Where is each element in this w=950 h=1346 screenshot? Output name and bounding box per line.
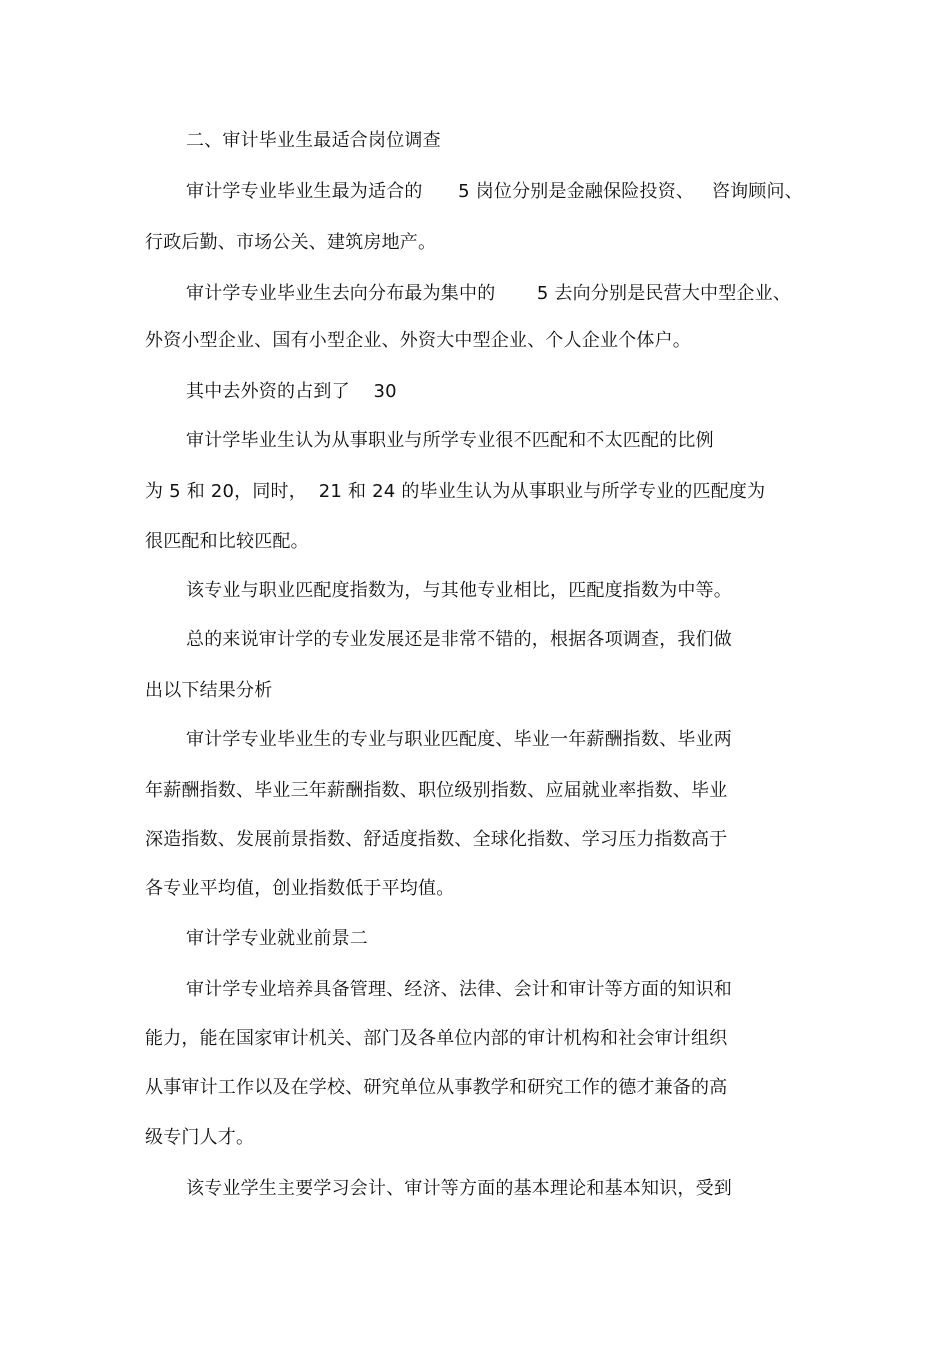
text-line: 年薪酬指数、毕业三年薪酬指数、职位级别指数、应届就业率指数、毕业: [145, 780, 728, 801]
text-line: 审计学专业毕业生去向分布最为集中的 5 去向分别是民营大中型企业、: [186, 283, 792, 304]
text-line: 审计学专业培养具备管理、经济、法律、会计和审计等方面的知识和: [186, 979, 732, 1000]
text-line: 该专业学生主要学习会计、审计等方面的基本理论和基本知识，受到: [186, 1178, 732, 1199]
text-line: 该专业与职业匹配度指数为，与其他专业相比，匹配度指数为中等。: [186, 580, 732, 601]
text-line: 审计学专业毕业生的专业与职业匹配度、毕业一年薪酬指数、毕业两: [186, 729, 732, 750]
section-heading: 二、审计毕业生最适合岗位调查: [186, 130, 441, 151]
text-line: 外资小型企业、国有小型企业、外资大中型企业、个人企业个体户。: [145, 330, 691, 351]
text-line: 级专门人才。: [145, 1127, 255, 1148]
text-line: 能力，能在国家审计机关、部门及各单位内部的审计机构和社会审计组织: [145, 1028, 728, 1049]
text-line: 审计学毕业生认为从事职业与所学专业很不匹配和不太匹配的比例: [186, 430, 714, 451]
text-line: 出以下结果分析: [145, 680, 273, 701]
text-line: 从事审计工作以及在学校、研究单位从事教学和研究工作的德才兼备的高: [145, 1077, 728, 1098]
section-heading: 审计学专业就业前景二: [186, 928, 368, 949]
text-line: 行政后勤、市场公关、建筑房地产。: [145, 232, 437, 253]
text-line: 各专业平均值，创业指数低于平均值。: [145, 878, 455, 899]
text-line: 审计学专业毕业生最为适合的 5 岗位分别是金融保险投资、 咨询顾问、: [186, 181, 803, 202]
text-line: 总的来说审计学的专业发展还是非常不错的，根据各项调查，我们做: [186, 629, 732, 650]
text-line: 为 5 和 20，同时， 21 和 24 的毕业生认为从事职业与所学专业的匹配度为: [145, 481, 766, 502]
text-line: 其中去外资的占到了 30: [186, 381, 397, 402]
text-line: 很匹配和比较匹配。: [145, 531, 309, 552]
text-line: 深造指数、发展前景指数、舒适度指数、全球化指数、学习压力指数高于: [145, 829, 728, 850]
